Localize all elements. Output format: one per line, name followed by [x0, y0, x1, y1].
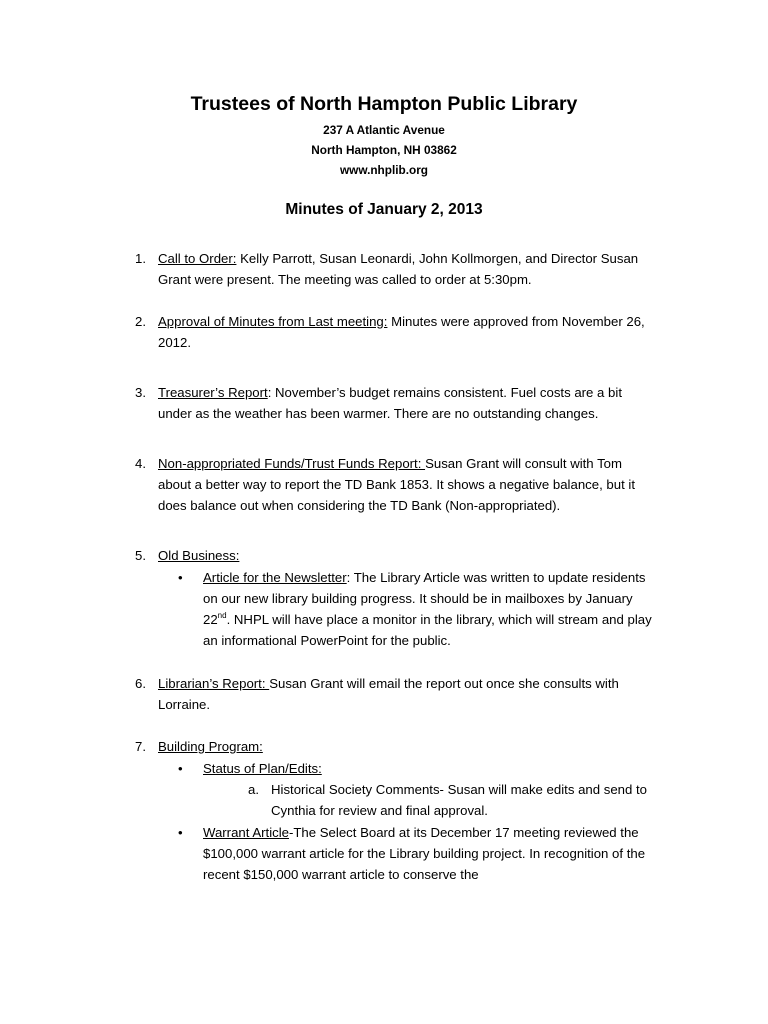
sub-list-marker: a. [248, 782, 259, 797]
item-text: Minutes were approved from November 26, 2012. [158, 314, 645, 350]
item-number: 6. [135, 676, 146, 691]
item-old-business [158, 545, 658, 566]
item-text: Susan Grant will email the report out once she consults with Lorraine. [158, 676, 619, 712]
item-heading: Old Business: [158, 548, 240, 563]
item-number: 7. [135, 739, 146, 754]
bullet-icon: • [178, 825, 183, 840]
sub-item-warrant-article [203, 822, 663, 885]
item-number: 5. [135, 548, 146, 563]
document-title: Trustees of North Hampton Public Library [190, 93, 578, 115]
item-heading: Treasurer’s Report [158, 385, 268, 400]
item-number: 3. [135, 385, 146, 400]
item-librarians-report [158, 673, 658, 715]
item-approval-of-minutes [158, 311, 658, 353]
address-line-1: 237 A Atlantic Avenue [323, 123, 445, 137]
item-heading: Non-appropriated Funds/Trust Funds Report: [158, 456, 426, 471]
item-trust-funds-report [158, 453, 658, 516]
website: www.nhplib.org [339, 163, 429, 177]
minutes-title: Minutes of January 2, 2013 [285, 201, 483, 218]
item-call-to-order [158, 248, 658, 290]
item-building-program [158, 736, 658, 757]
bullet-icon: • [178, 570, 183, 585]
ordinal-suffix: nd [217, 611, 227, 620]
item-number: 1. [135, 251, 146, 266]
item-text: Kelly Parrott, Susan Leonardi, John Kollmorgen, and Director Susan Grant were present. The meeting was called to order at 5:30pm. [158, 251, 639, 287]
sub-item-status-of-plan [203, 758, 663, 779]
sub-item-text-continued: . NHPL will have place a monitor in the library, which will stream and play an informational PowerPoint for the public. [203, 612, 652, 648]
item-heading: Librarian’s Report: [158, 676, 270, 691]
item-heading: Call to Order: [158, 251, 237, 266]
item-number: 2. [135, 314, 146, 329]
item-heading: Building Program: [158, 739, 263, 754]
item-number: 4. [135, 456, 146, 471]
item-heading: Approval of Minutes from Last meeting: [158, 314, 388, 329]
item-text: : November’s budget remains consistent. Fuel costs are a bit under as the weather has been warmer. There are no outstanding changes. [158, 385, 622, 421]
item-treasurers-report [158, 382, 658, 424]
sub-item-heading: Status of Plan/Edits: [203, 761, 322, 776]
sub-item-newsletter-article [203, 567, 663, 651]
bullet-icon: • [178, 761, 183, 776]
sub-item-heading: Article for the Newsletter [203, 570, 347, 585]
address-line-2: North Hampton, NH 03862 [311, 143, 457, 157]
sub-item-text: -The Select Board at its December 17 meeting reviewed the $100,000 warrant article for the Library building project. In recognition of the recent $150,000 warrant article to conserve the [203, 825, 646, 882]
sub-item-historical-society: Historical Society Comments- Susan will make edits and send to Cynthia for review and final approval. [271, 782, 647, 818]
item-text: Susan Grant will consult with Tom about a better way to report the TD Bank 1853. It shows a negative balance, but it does balance out when considering the TD Bank (Non-appropriated). [158, 456, 635, 513]
sub-item-heading: Warrant Article [203, 825, 289, 840]
sub-item-text: : The Library Article was written to update residents on our new library building progress. It should be in mailboxes by January 22 [203, 570, 646, 627]
